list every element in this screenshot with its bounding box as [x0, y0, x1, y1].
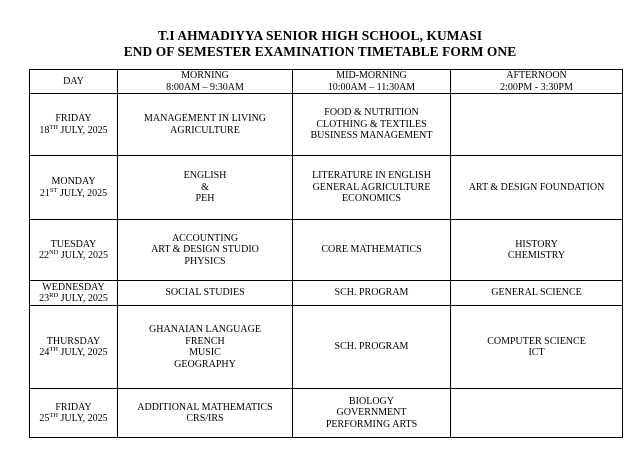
subject-label: CRS/IRS [186, 413, 224, 424]
subject-label: CHEMISTRY [507, 250, 566, 261]
mid-morning-cell [293, 220, 451, 281]
subject-label: AGRICULTURE [170, 124, 240, 136]
day-cell [30, 156, 118, 220]
day-cell [30, 220, 118, 281]
subject-label: ECONOMICS [342, 193, 401, 205]
subject-label: & [201, 181, 209, 193]
subject-label: ICT [528, 347, 545, 358]
date-number: 18 [39, 124, 50, 136]
date-month-year: JULY, 2025 [58, 413, 108, 424]
subject-label: GENERAL AGRICULTURE [312, 181, 431, 193]
subject-label: MANAGEMENT IN LIVING [143, 113, 267, 124]
subject-label: GHANAIAN LANGUAGE [149, 324, 261, 335]
school-title: T.I AHMADIYYA SENIOR HIGH SCHOOL, KUMASI [157, 28, 483, 43]
afternoon-cell [451, 281, 623, 306]
date-month-year: JULY, 2025 [58, 250, 109, 261]
subject-label: CORE MATHEMATICS [321, 244, 422, 256]
subject-label: HISTORY [515, 238, 558, 250]
header-mid-morning-time: 10:00AM – 11:30AM [327, 81, 416, 93]
day-date [32, 125, 115, 137]
subject-label: LITERATURE IN ENGLISH [312, 170, 431, 182]
date-month-year: JULY, 2025 [58, 347, 108, 358]
subject-label: SOCIAL STUDIES [165, 287, 245, 299]
header-morning-time: 8:00AM – 9:30AM [166, 81, 244, 93]
subject-label: MUSIC [189, 347, 221, 358]
date-month-year: JULY, 2025 [57, 187, 108, 199]
subject-label: CLOTHING & TEXTILES [316, 118, 427, 130]
timetable-row [30, 220, 623, 281]
date-number: 25 [39, 413, 50, 424]
timetable-table [29, 69, 623, 438]
subject-label: BUSINESS MANAGEMENT [310, 130, 433, 142]
day-cell [30, 306, 118, 389]
mid-morning-cell [293, 94, 451, 156]
title-block [0, 28, 640, 60]
mid-morning-cell [293, 306, 451, 389]
day-name: MONDAY [51, 176, 96, 187]
subject-label: COMPUTER SCIENCE [487, 335, 586, 347]
timetable-row [30, 389, 623, 438]
mid-morning-cell [293, 389, 451, 438]
subject-label: GEOGRAPHY [174, 358, 236, 370]
date-number: 24 [39, 347, 50, 358]
day-name: FRIDAY [55, 113, 92, 124]
date-suffix: TH [49, 123, 58, 131]
date-suffix: TH [49, 412, 58, 419]
date-month-year: JULY, 2025 [58, 293, 108, 304]
subject-label: SCH. PROGRAM [334, 287, 409, 299]
subject-label: ENGLISH [183, 170, 227, 182]
afternoon-cell [451, 220, 623, 281]
morning-cell [118, 156, 293, 220]
subject-label: PERFORMING ARTS [325, 418, 418, 430]
header-row [30, 70, 623, 94]
day-date [32, 250, 115, 262]
mid-morning-cell [293, 281, 451, 306]
header-mid-morning [293, 70, 451, 94]
subject-label: ACCOUNTING [171, 232, 239, 244]
header-morning [118, 70, 293, 94]
subject-label: GOVERNMENT [336, 407, 407, 419]
afternoon-cell [451, 156, 623, 220]
day-cell [30, 94, 118, 156]
morning-cell [118, 281, 293, 306]
date-number: 21 [39, 187, 50, 199]
subject-label: FRENCH [185, 335, 225, 347]
header-day [30, 70, 118, 94]
subject-label: FOOD & NUTRITION [324, 107, 419, 119]
header-afternoon-label: AFTERNOON [506, 70, 567, 81]
morning-cell [118, 220, 293, 281]
afternoon-cell [451, 306, 623, 389]
afternoon-cell [451, 389, 623, 438]
date-number: 22 [38, 250, 49, 261]
date-suffix: ND [48, 249, 59, 256]
day-date [32, 293, 115, 305]
day-date [32, 188, 115, 200]
subject-label: ADDITIONAL MATHEMATICS [137, 401, 273, 413]
day-name: FRIDAY [55, 401, 92, 413]
header-morning-label: MORNING [181, 70, 229, 81]
mid-morning-cell [293, 156, 451, 220]
timetable-row [30, 94, 623, 156]
day-date [32, 347, 115, 359]
date-suffix: ST [49, 186, 58, 194]
subject-label: ART & DESIGN FOUNDATION [468, 181, 605, 193]
day-name: WEDNESDAY [42, 281, 105, 293]
day-name: TUESDAY [50, 238, 97, 250]
subject-label: ART & DESIGN STUDIO [151, 244, 259, 256]
subject-label: PEH [195, 193, 215, 205]
timetable-title: END OF SEMESTER EXAMINATION TIMETABLE FORM ONE [123, 44, 517, 59]
subject-label: SCH. PROGRAM [334, 341, 409, 353]
subject-label: BIOLOGY [349, 395, 394, 407]
header-mid-morning-label: MID-MORNING [336, 70, 407, 81]
date-suffix: RD [49, 292, 59, 299]
day-name: THURSDAY [46, 335, 101, 347]
day-date [32, 413, 115, 425]
afternoon-cell [451, 94, 623, 156]
morning-cell [118, 389, 293, 438]
header-afternoon-time: 2:00PM - 3:30PM [500, 81, 573, 93]
header-afternoon [451, 70, 623, 94]
morning-cell [118, 306, 293, 389]
timetable-row [30, 281, 623, 306]
date-number: 23 [39, 293, 50, 304]
morning-cell [118, 94, 293, 156]
date-suffix: TH [49, 346, 58, 353]
day-cell [30, 389, 118, 438]
subject-label: GENERAL SCIENCE [491, 287, 582, 299]
timetable-row [30, 156, 623, 220]
timetable-row [30, 306, 623, 389]
date-month-year: JULY, 2025 [58, 124, 108, 136]
day-cell [30, 281, 118, 306]
subject-label: PHYSICS [184, 255, 226, 267]
header-day-label: DAY [63, 75, 84, 87]
